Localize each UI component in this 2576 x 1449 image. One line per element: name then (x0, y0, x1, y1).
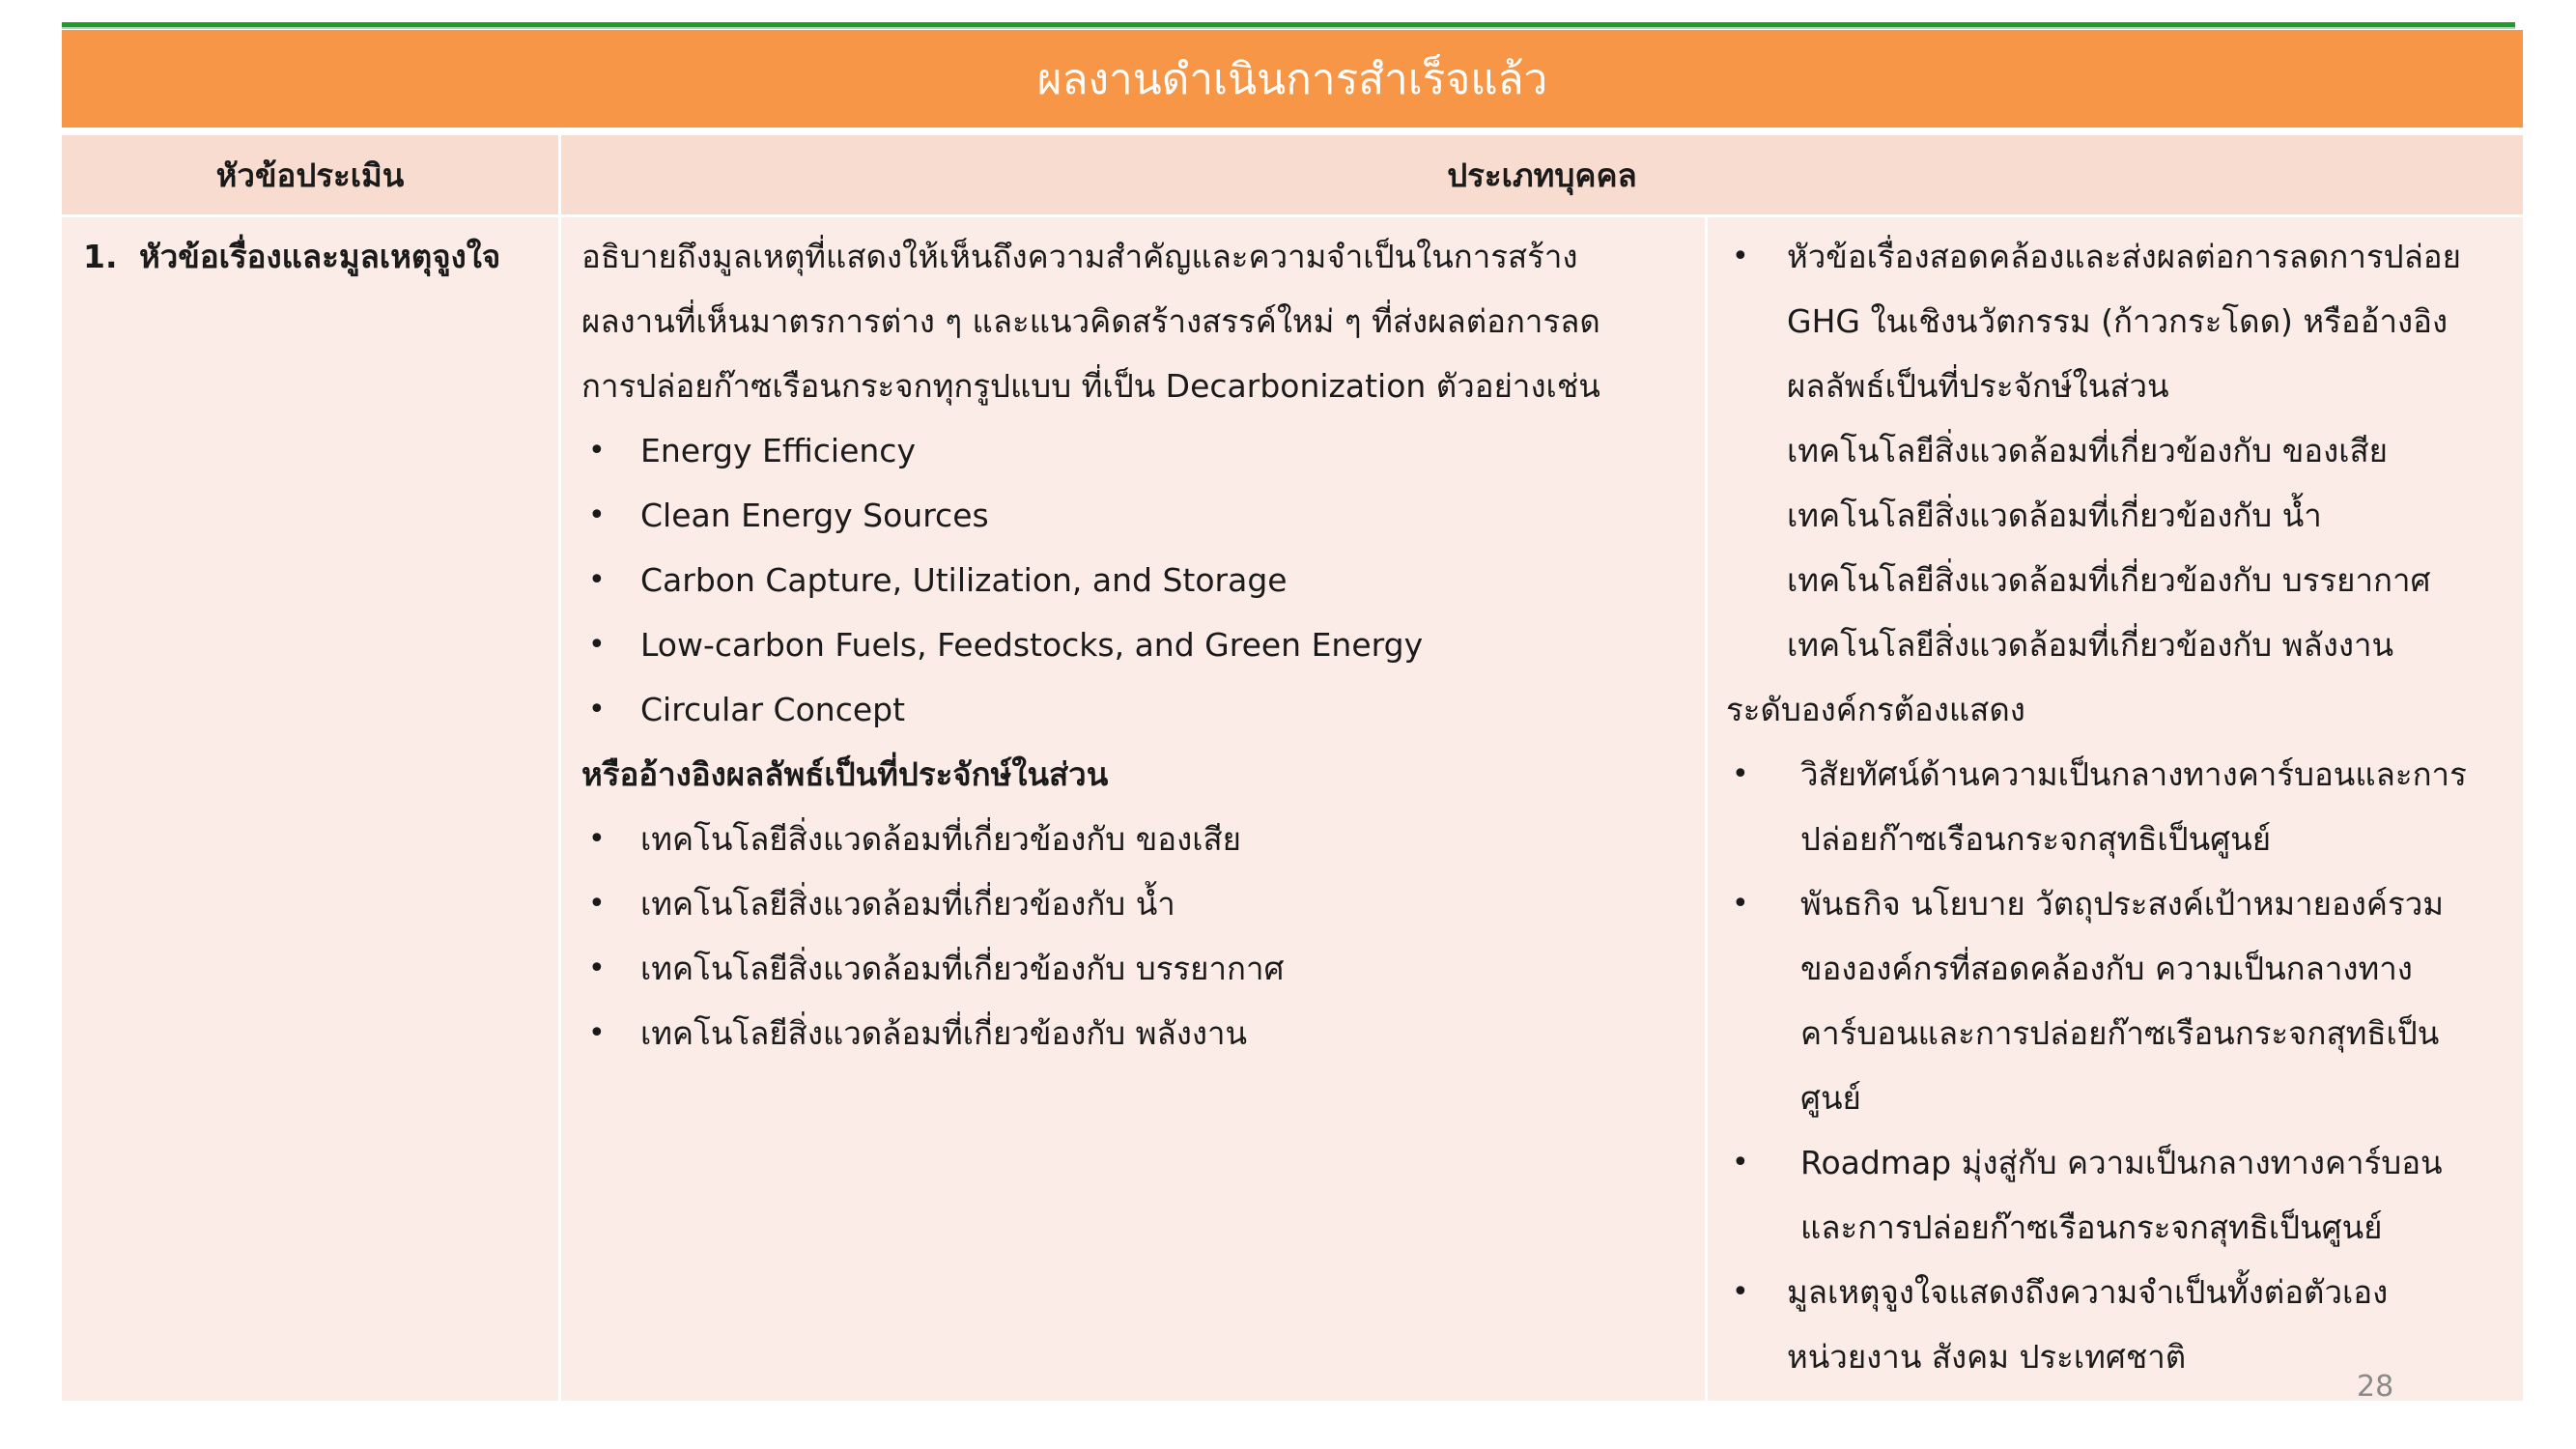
header-criterion (62, 135, 558, 214)
bullet-item: Carbon Capture, Utilization, and Storage (640, 561, 1288, 599)
bullet-icon: • (1732, 1146, 1749, 1179)
text-line: เทคโนโลยีสิ่งแวดล้อมที่เกี่ยวข้องกับ ของเสีย (1787, 432, 2388, 469)
bullet-icon: • (588, 693, 606, 726)
bullet-icon: • (1732, 240, 1749, 273)
text-line: ปล่อยก๊าซเรือนกระจกสุทธิเป็นศูนย์ (1800, 820, 2272, 858)
bullet-item: Low-carbon Fuels, Feedstocks, and Green Energy (640, 626, 1424, 664)
bullet-icon: • (588, 1016, 606, 1050)
header-person-type (561, 135, 2523, 214)
bullet-item: Circular Concept (640, 691, 906, 728)
text-line: ระดับองค์กรต้องแสดง (1726, 691, 2025, 728)
bullet-item: Roadmap มุ่งสู่กับ ความเป็นกลางทางคาร์บอน (1800, 1144, 2443, 1181)
text-line: หรืออ้างอิงผลลัพธ์เป็นที่ประจักษ์ในส่วน (581, 755, 1109, 793)
top-rule-thin (62, 27, 2515, 29)
bullet-icon: • (1732, 1275, 1749, 1309)
bullet-icon: • (588, 952, 606, 985)
bullet-item: เทคโนโลยีสิ่งแวดล้อมที่เกี่ยวข้องกับ บรรยากาศ (640, 950, 1285, 987)
criterion-label: หัวข้อเรื่องและมูลเหตุจูงใจ (139, 238, 501, 275)
slide-title (62, 30, 2523, 128)
text-line: ขององค์กรที่สอดคล้องกับ ความเป็นกลางทาง (1800, 950, 2413, 987)
text-line: เทคโนโลยีสิ่งแวดล้อมที่เกี่ยวข้องกับ บรรยากาศ (1787, 561, 2431, 599)
bullet-item: Clean Energy Sources (640, 497, 989, 534)
page-number: 28 (2357, 1370, 2394, 1404)
bullet-icon: • (588, 498, 606, 532)
header-person-type-label: ประเภทบุคคล (1447, 156, 1637, 194)
bullet-item: Energy Efficiency (640, 432, 916, 469)
text-line: ผลลัพธ์เป็นที่ประจักษ์ในส่วน (1787, 367, 2169, 405)
text-line: หน่วยงาน สังคม ประเทศชาติ (1787, 1338, 2187, 1376)
bullet-icon: • (588, 628, 606, 662)
text-line: เทคโนโลยีสิ่งแวดล้อมที่เกี่ยวข้องกับ พลังงาน (1787, 626, 2394, 664)
bullet-icon: • (588, 887, 606, 921)
bullet-icon: • (588, 822, 606, 856)
bullet-item: เทคโนโลยีสิ่งแวดล้อมที่เกี่ยวข้องกับ พลังงาน (640, 1014, 1248, 1052)
bullet-icon: • (588, 434, 606, 468)
bullet-item: เทคโนโลยีสิ่งแวดล้อมที่เกี่ยวข้องกับ น้ำ (640, 885, 1175, 923)
middle-cell (561, 217, 1705, 1401)
bullet-icon: • (1732, 887, 1749, 921)
bullet-item: เทคโนโลยีสิ่งแวดล้อมที่เกี่ยวข้องกับ ของเสีย (640, 820, 1241, 858)
bullet-icon: • (588, 563, 606, 597)
bullet-icon: • (1732, 757, 1749, 791)
text-line: และการปล่อยก๊าซเรือนกระจกสุทธิเป็นศูนย์ (1800, 1208, 2383, 1246)
text-line: ศูนย์ (1800, 1079, 1861, 1117)
bullet-item: มูลเหตุจูงใจแสดงถึงความจำเป็นทั้งต่อตัวเอง (1787, 1273, 2389, 1311)
bullet-item: พันธกิจ นโยบาย วัตถุประสงค์เป้าหมายองค์รวม (1800, 885, 2444, 923)
bullet-item: หัวข้อเรื่องสอดคล้องและส่งผลต่อการลดการปล่อย (1787, 238, 2461, 275)
text-line: GHG ในเชิงนวัตกรรม (ก้าวกระโดด) หรืออ้างอิง (1787, 302, 2449, 340)
bullet-item: วิสัยทัศน์ด้านความเป็นกลางทางคาร์บอนและการ (1800, 755, 2467, 793)
text-line: คาร์บอนและการปล่อยก๊าซเรือนกระจกสุทธิเป็น (1800, 1014, 2440, 1052)
title-text: ผลงานดำเนินการสำเร็จแล้ว (1036, 54, 1548, 104)
text-line: เทคโนโลยีสิ่งแวดล้อมที่เกี่ยวข้องกับ น้ำ (1787, 497, 2322, 534)
text-line: ผลงานที่เห็นมาตรการต่าง ๆ และแนวคิดสร้างสรรค์ใหม่ ๆ ที่ส่งผลต่อการลด (581, 302, 1600, 340)
text-line: อธิบายถึงมูลเหตุที่แสดงให้เห็นถึงความสำคัญและความจำเป็นในการสร้าง (581, 238, 1578, 275)
text-line: การปล่อยก๊าซเรือนกระจกทุกรูปแบบ ที่เป็น Decarbonization ตัวอย่างเช่น (581, 367, 1600, 405)
right-cell (1708, 217, 2523, 1401)
criterion-cell (62, 217, 558, 1401)
criterion-number: 1. (83, 238, 118, 275)
header-criterion-label: หัวข้อประเมิน (215, 156, 405, 194)
